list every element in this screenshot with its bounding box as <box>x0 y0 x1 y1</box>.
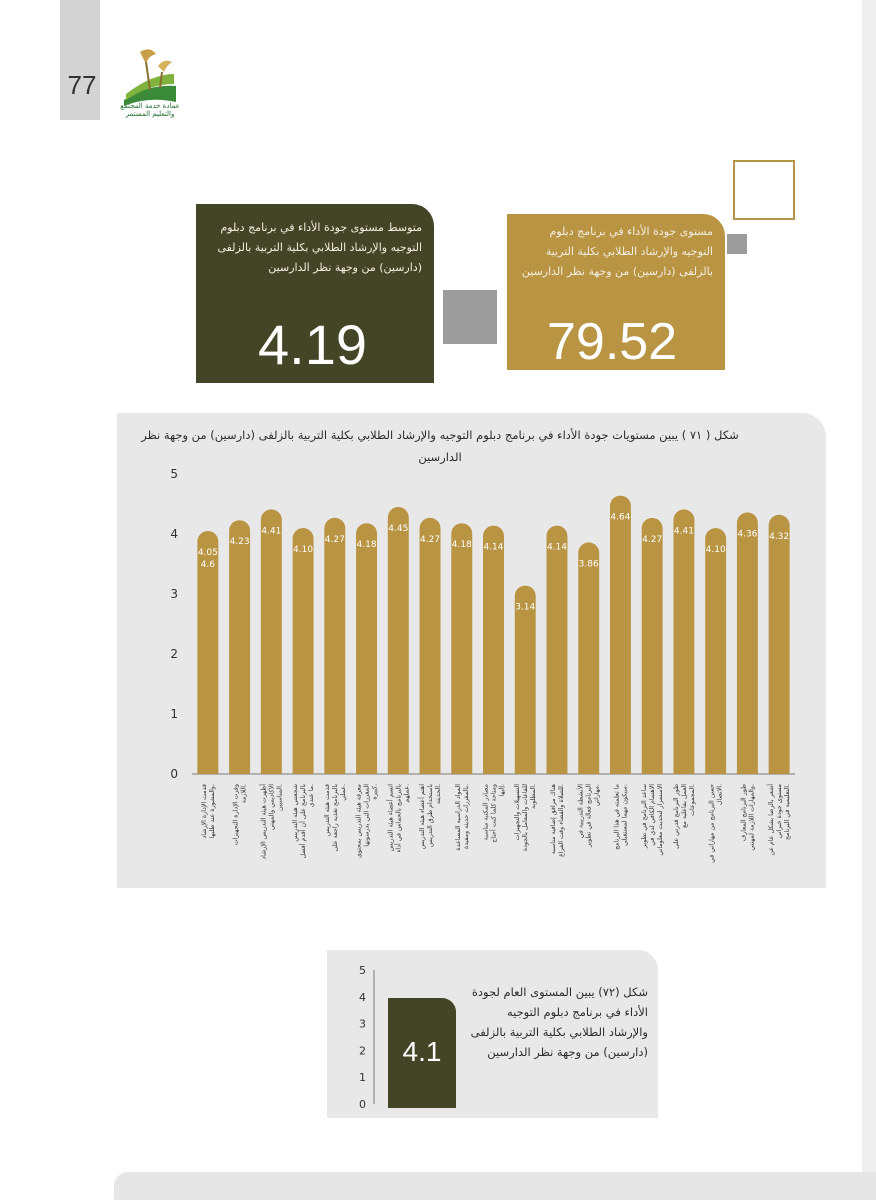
bar-value-label: 4.27 <box>420 534 441 545</box>
bar <box>705 528 726 774</box>
category-label: قدمت الإدارة الإرشادوالمشورة عند طلبها. <box>200 784 216 839</box>
score-card-value: 79.52 <box>547 313 678 371</box>
bar-value-label: 4.14 <box>483 542 504 553</box>
bar <box>293 528 314 774</box>
category-label: التسهيلات والتجهيزاتللقاعات والمعامل بالجودةالمطلوبة. <box>514 784 538 852</box>
score-card-percent <box>507 214 725 370</box>
category-label: ما تعلمته في هذا البرنامجسيكون مهما لمستقبلي. <box>613 784 629 850</box>
bar <box>356 523 377 774</box>
category-label: معرفة هيئة التدريس بمحتوىالمقررات التي يدرسونهاكبيرة. <box>355 784 379 859</box>
bar-value-label: 4.18 <box>356 540 377 551</box>
y-tick-label: 0 <box>359 1098 366 1111</box>
y-tick-label: 2 <box>170 647 178 661</box>
bar-value-label: 4.10 <box>293 545 314 555</box>
bar <box>483 526 504 774</box>
score-card-mean <box>196 204 434 383</box>
category-label: وفرت الإدارة التجهيزاتاللازمة. <box>232 784 248 846</box>
bar <box>642 518 663 774</box>
y-tick-label: 2 <box>359 1044 366 1058</box>
bar-value-label: 4.32 <box>769 531 790 542</box>
summary-caption: شكل (٧٢) يبين المستوى العام لجودة الأداء في برنامج دبلوم التوجيه والإرشاد الطلابي بكلية التربية بالزلفى (دارسين) من وجهة نظر الدارسين <box>470 985 648 1059</box>
summary-axis <box>340 958 380 1118</box>
bar <box>673 509 694 774</box>
bar-value-label: 4.10 <box>705 545 726 555</box>
category-label: قدمت هيئة التدريسبالبرنامج تغذية راجعة علىعملي. <box>323 784 347 852</box>
category-label: الأنشطة التدريبية فيالبرنامج فعالة في تطويرمهاراتي. <box>577 784 601 848</box>
bar <box>610 496 631 774</box>
bar-value-label: 4.64 <box>610 512 631 523</box>
y-tick-label: 4 <box>359 990 366 1004</box>
y-tick-label: 0 <box>170 767 178 781</box>
bar-value-label: 4.23 <box>229 537 250 548</box>
bar-value-label: 3.86 <box>578 559 599 570</box>
score-card-caption: مستوى جودة الأداء في برنامج دبلوم التوجيه والإرشاد الطلابي بكلية التربية بالزلفى (دارسين) من وجهة نظر الدارسين <box>521 225 713 278</box>
bar-value-label: 4.41 <box>261 526 282 537</box>
category-label: حسن البرنامج من مهاراتي فيالاتصال. <box>708 784 724 863</box>
score-card-value: 4.19 <box>258 313 367 376</box>
decorative-frame <box>733 160 795 220</box>
footer-bar <box>114 1172 876 1200</box>
category-label: اهتم أعضاء هيئة التدريسباستخدام طرق التدريسالحديثة. <box>419 784 443 850</box>
page-edge <box>862 0 876 1200</box>
y-tick-label: 3 <box>359 1017 366 1031</box>
bar-value-label: 3.14 <box>515 602 536 613</box>
bar-chart <box>117 460 826 888</box>
bar-value-label: 4.27 <box>642 534 663 545</box>
y-tick-label: 1 <box>170 707 178 721</box>
bar <box>451 523 472 774</box>
summary-value: 4.1 <box>402 1036 442 1067</box>
category-label: هناك مرافق إضافية مناسبةللصلاة والقضاء وقت الفراغ. <box>549 784 565 857</box>
category-label: ساعد البرنامج في تطويرالاهتمام الكافي لدي فيالاستمرار لتحديث معلوماتي <box>641 784 665 856</box>
decorative-square <box>443 290 497 344</box>
category-label: أظهرت هيئة التدريس الإرشادالأكاديمي والمهنيالمناسبين. <box>260 784 284 860</box>
category-label: أشعر بالرضا بشكل عام عنمستوى جودة خبراتيالتعليمية في البرنامج. <box>768 784 792 856</box>
bar-value-label: 4.45 <box>388 524 409 534</box>
page-tab <box>60 0 100 120</box>
y-tick-label: 5 <box>170 467 178 481</box>
logo-text: عمادة خدمة المجتمع والتعليم المستمر <box>120 102 180 118</box>
bar <box>547 526 568 774</box>
category-label: مصادر المكتبة مناسبةومتاحة كلما كنت أحتاجإليها. <box>482 784 506 843</box>
y-tick-label: 1 <box>359 1071 366 1085</box>
category-label: شجعتني هيئة التدريسبالبرنامج على أن أقدم أفضلما عندي. <box>292 784 316 859</box>
y-tick-label: 5 <box>359 964 366 977</box>
bar <box>578 542 599 774</box>
category-label: طور البرنامج قدرتي علىالعمل بفاعلية معالمجموعات. <box>672 784 696 849</box>
bar-value-label: 4.27 <box>324 534 345 545</box>
bar-value-label: 4.14 <box>546 542 567 553</box>
category-label: طور البرنامج المعارفوالمهارات اللازمة لمهنتي. <box>740 784 756 851</box>
y-tick-label: 3 <box>170 587 178 601</box>
bar <box>261 509 282 774</box>
bar-value-label: 4.41 <box>673 526 694 537</box>
bar-value-label: 4.18 <box>451 540 472 551</box>
y-tick-label: 4 <box>170 527 178 541</box>
decorative-square <box>727 234 747 254</box>
bar <box>388 507 409 774</box>
category-label: المواد الدراسية المساعدةبالمقررات حديثة ومفيدة. <box>454 784 470 851</box>
bar <box>229 520 250 774</box>
category-label: اتسم أعضاء هيئة التدريسبالبرنامج بالحماس في أداءعملهم. <box>387 784 411 853</box>
bar-annotation: 4.6 <box>200 560 216 570</box>
chart-title: شكل ( ٧١ ) يبين مستويات جودة الأداء في برنامج دبلوم التوجيه والإرشاد الطلابي بكلية التربية بالزلفى (دارسين) من وجهة نظر الدارسين <box>141 428 739 464</box>
score-card-caption: متوسط مستوى جودة الأداء في برنامج دبلوم التوجيه والإرشاد الطلابي بكلية التربية بالزلفى (دارسين) من وجهة نظر الدارسين <box>217 221 422 274</box>
bar-value-label: 4.36 <box>737 529 758 540</box>
bar <box>737 512 758 774</box>
bar <box>769 515 790 774</box>
page-number: 77 <box>67 70 97 100</box>
bar <box>420 518 441 774</box>
bar-value-label: 4.05 <box>197 548 218 558</box>
bar <box>324 518 345 774</box>
bar <box>515 586 536 774</box>
